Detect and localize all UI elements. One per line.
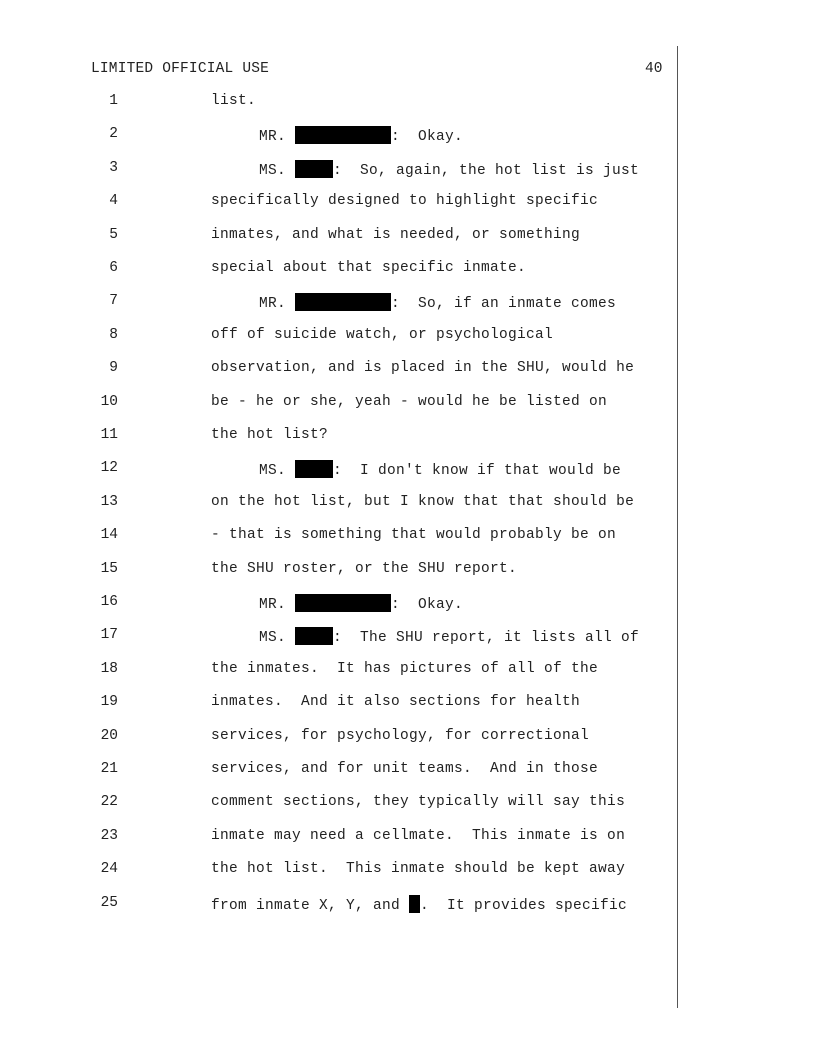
line-text: : The SHU report, it lists all of — [333, 630, 640, 646]
transcript-line — [211, 728, 589, 744]
redaction-box — [295, 460, 333, 478]
line-number: 1 — [109, 93, 118, 109]
transcript-line — [211, 561, 517, 577]
line-number: 16 — [100, 594, 118, 610]
line-number: 10 — [100, 394, 118, 410]
line-text: on the hot list, but I know that that should be — [211, 494, 635, 510]
line-text: the inmates. It has pictures of all of the — [211, 661, 599, 677]
line-text: off of suicide watch, or psychological — [211, 327, 554, 343]
line-number: 19 — [100, 694, 118, 710]
line-text: from inmate X, Y, and — [211, 898, 410, 914]
line-text: MR. — [259, 129, 296, 145]
line-number: 21 — [100, 761, 118, 777]
transcript-line — [211, 193, 598, 209]
line-text: MS. — [259, 630, 296, 646]
redaction-box — [295, 594, 391, 612]
transcript-line — [211, 828, 625, 844]
line-text: services, and for unit teams. And in those — [211, 761, 599, 777]
redaction-box — [295, 160, 333, 178]
line-number: 5 — [109, 227, 118, 243]
page-number: 40 — [645, 61, 663, 77]
line-number: 25 — [100, 895, 118, 911]
line-text: be - he or she, yeah - would he be listed on — [211, 394, 608, 410]
line-text: : I don't know if that would be — [333, 463, 622, 479]
line-number: 7 — [109, 293, 118, 309]
line-text: list. — [211, 93, 257, 109]
line-number: 14 — [100, 527, 118, 543]
line-number: 9 — [109, 360, 118, 376]
transcript-line — [259, 160, 639, 179]
line-text: : So, if an inmate comes — [391, 296, 617, 312]
line-number: 12 — [100, 460, 118, 476]
line-text: - that is something that would probably be on — [211, 527, 617, 543]
line-number: 17 — [100, 627, 118, 643]
transcript-line — [259, 594, 463, 613]
line-text: the hot list? — [211, 427, 329, 443]
line-text: inmates, and what is needed, or something — [211, 227, 581, 243]
transcript-line — [211, 260, 526, 276]
transcript-line — [211, 93, 256, 109]
line-number: 6 — [109, 260, 118, 276]
line-text: inmate may need a cellmate. This inmate is on — [211, 828, 626, 844]
line-number: 18 — [100, 661, 118, 677]
redaction-box — [295, 627, 333, 645]
transcript-line — [211, 227, 580, 243]
redaction-box — [295, 293, 391, 311]
line-text: : So, again, the hot list is just — [333, 163, 640, 179]
line-text: MR. — [259, 296, 296, 312]
transcript-line — [211, 694, 580, 710]
line-number: 3 — [109, 160, 118, 176]
line-number: 22 — [100, 794, 118, 810]
line-text: comment sections, they typically will say this — [211, 794, 626, 810]
transcript-line — [211, 895, 627, 914]
transcript-line — [211, 427, 328, 443]
line-number: 24 — [100, 861, 118, 877]
transcript-line — [259, 126, 463, 145]
transcript-line — [211, 661, 598, 677]
line-text: observation, and is placed in the SHU, would he — [211, 360, 635, 376]
transcript-line — [259, 293, 616, 312]
transcript-line — [211, 360, 634, 376]
line-number: 15 — [100, 561, 118, 577]
line-text: . It provides specific — [420, 898, 628, 914]
header-classification: LIMITED OFFICIAL USE — [91, 61, 270, 77]
transcript-line — [211, 394, 607, 410]
line-text: specifically designed to highlight specific — [211, 193, 599, 209]
transcript-line — [211, 527, 616, 543]
transcript-line — [211, 327, 553, 343]
line-text: : Okay. — [391, 129, 464, 145]
line-text: services, for psychology, for correctional — [211, 728, 590, 744]
line-number: 11 — [100, 427, 118, 443]
line-text: MS. — [259, 463, 296, 479]
line-number: 20 — [100, 728, 118, 744]
line-text: special about that specific inmate. — [211, 260, 527, 276]
line-number: 2 — [109, 126, 118, 142]
line-text: : Okay. — [391, 597, 464, 613]
line-number: 4 — [109, 193, 118, 209]
transcript-line — [211, 494, 634, 510]
line-text: MR. — [259, 597, 296, 613]
line-number: 23 — [100, 828, 118, 844]
margin-rule — [677, 46, 678, 1008]
transcript-line — [211, 794, 625, 810]
line-text: the hot list. This inmate should be kept away — [211, 861, 626, 877]
line-text: inmates. And it also sections for health — [211, 694, 581, 710]
transcript-line — [211, 861, 625, 877]
line-text: the SHU roster, or the SHU report. — [211, 561, 518, 577]
redaction-box — [295, 126, 391, 144]
redaction-box — [409, 895, 420, 913]
transcript-line — [259, 627, 639, 646]
line-text: MS. — [259, 163, 296, 179]
transcript-line — [211, 761, 598, 777]
line-number: 13 — [100, 494, 118, 510]
transcript-line — [259, 460, 621, 479]
line-number: 8 — [109, 327, 118, 343]
